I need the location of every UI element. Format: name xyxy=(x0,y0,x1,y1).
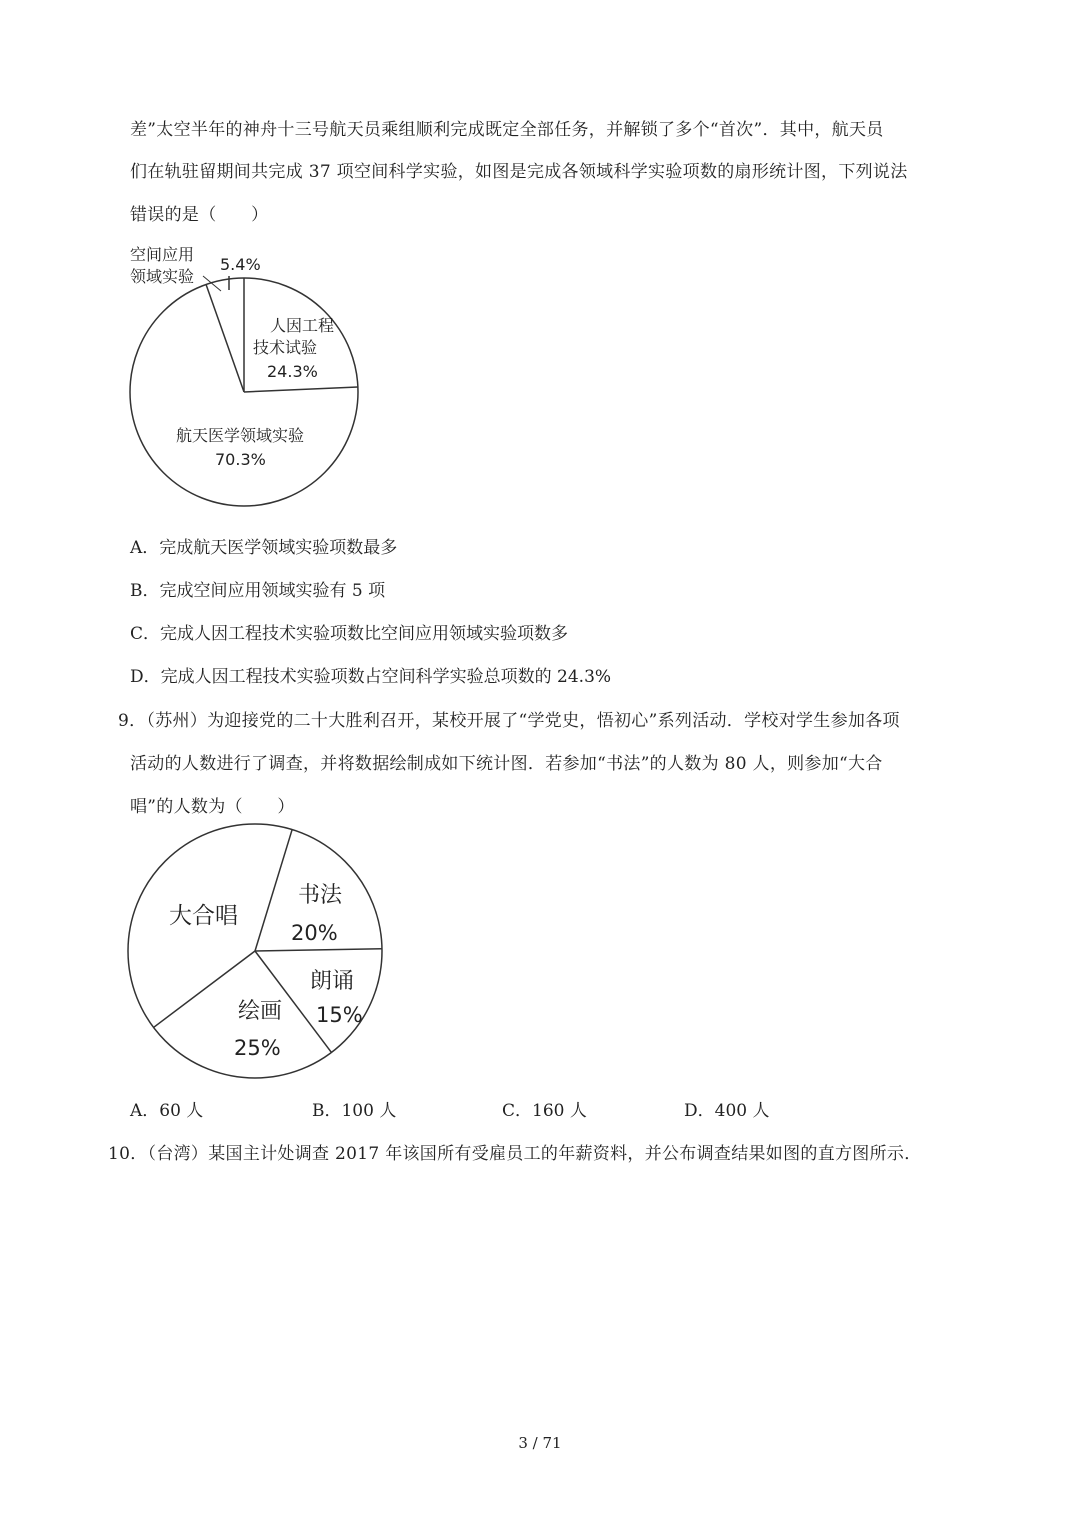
pie2-label-huihua: 绘画 xyxy=(238,999,283,1024)
pie2-pct-langsong: 15% xyxy=(316,1003,363,1027)
pie1-pct-hangtian: 70.3% xyxy=(215,450,266,469)
q9-text-line: 唱”的人数为（ ） xyxy=(130,797,295,817)
pie1-label-kongjian-1: 空间应用 xyxy=(130,245,195,264)
pie2-label-dahechang: 大合唱 xyxy=(169,903,238,929)
pie-chart-space-experiments xyxy=(130,278,358,506)
q8-option-c: C．完成人因工程技术实验项数比空间应用领域实验项数多 xyxy=(130,624,569,644)
pie1-pct-kongjian: 5.4% xyxy=(220,255,261,274)
q8-text-line: 错误的是（ ） xyxy=(130,205,269,225)
pie1-label-hangtian: 航天医学领域实验 xyxy=(176,426,305,445)
pie2-label-shufa: 书法 xyxy=(298,883,343,908)
pie1-pct-renyin: 24.3% xyxy=(267,362,318,381)
pie1-label-renyin-1: 人因工程 xyxy=(270,316,335,335)
q8-option-b: B．完成空间应用领域实验有 5 项 xyxy=(130,581,386,601)
pie1-label-renyin-2: 技术试验 xyxy=(253,338,318,357)
page-number: 3 / 71 xyxy=(518,1434,562,1452)
q8-text-line: 们在轨驻留期间共完成 37 项空间科学实验，如图是完成各领域科学实验项数的扇形统计图，下列说法 xyxy=(130,162,908,182)
q9-option-d: D．400 人 xyxy=(684,1101,770,1121)
q9-option-b: B．100 人 xyxy=(312,1101,397,1121)
pie2-label-langsong: 朗诵 xyxy=(310,969,355,994)
q8-option-d: D．完成人因工程技术实验项数占空间科学实验总项数的 24.3% xyxy=(130,667,612,687)
q10-text-line: 10．（台湾）某国主计处调查 2017 年该国所有受雇员工的年薪资料，并公布调查结果如图的直方图所示． xyxy=(108,1144,922,1164)
q9-text-line: 9．（苏州）为迎接党的二十大胜利召开，某校开展了“学党史，悟初心”系列活动．学校对学生参加各项 xyxy=(118,711,900,731)
q8-option-a: A．完成航天医学领域实验项数最多 xyxy=(130,538,398,558)
pie2-pct-huihua: 25% xyxy=(234,1036,281,1060)
q9-text-line: 活动的人数进行了调查，并将数据绘制成如下统计图．若参加“书法”的人数为 80 人，则参加“大合 xyxy=(130,754,883,774)
pie1-label-kongjian-2: 领域实验 xyxy=(130,267,195,286)
q9-option-c: C．160 人 xyxy=(502,1101,587,1121)
q8-text-line: 差”太空半年的神舟十三号航天员乘组顺利完成既定全部任务，并解锁了多个“首次”．其中，航天员 xyxy=(130,120,884,140)
pie2-pct-shufa: 20% xyxy=(291,921,338,945)
q9-option-a: A．60 人 xyxy=(130,1101,204,1121)
